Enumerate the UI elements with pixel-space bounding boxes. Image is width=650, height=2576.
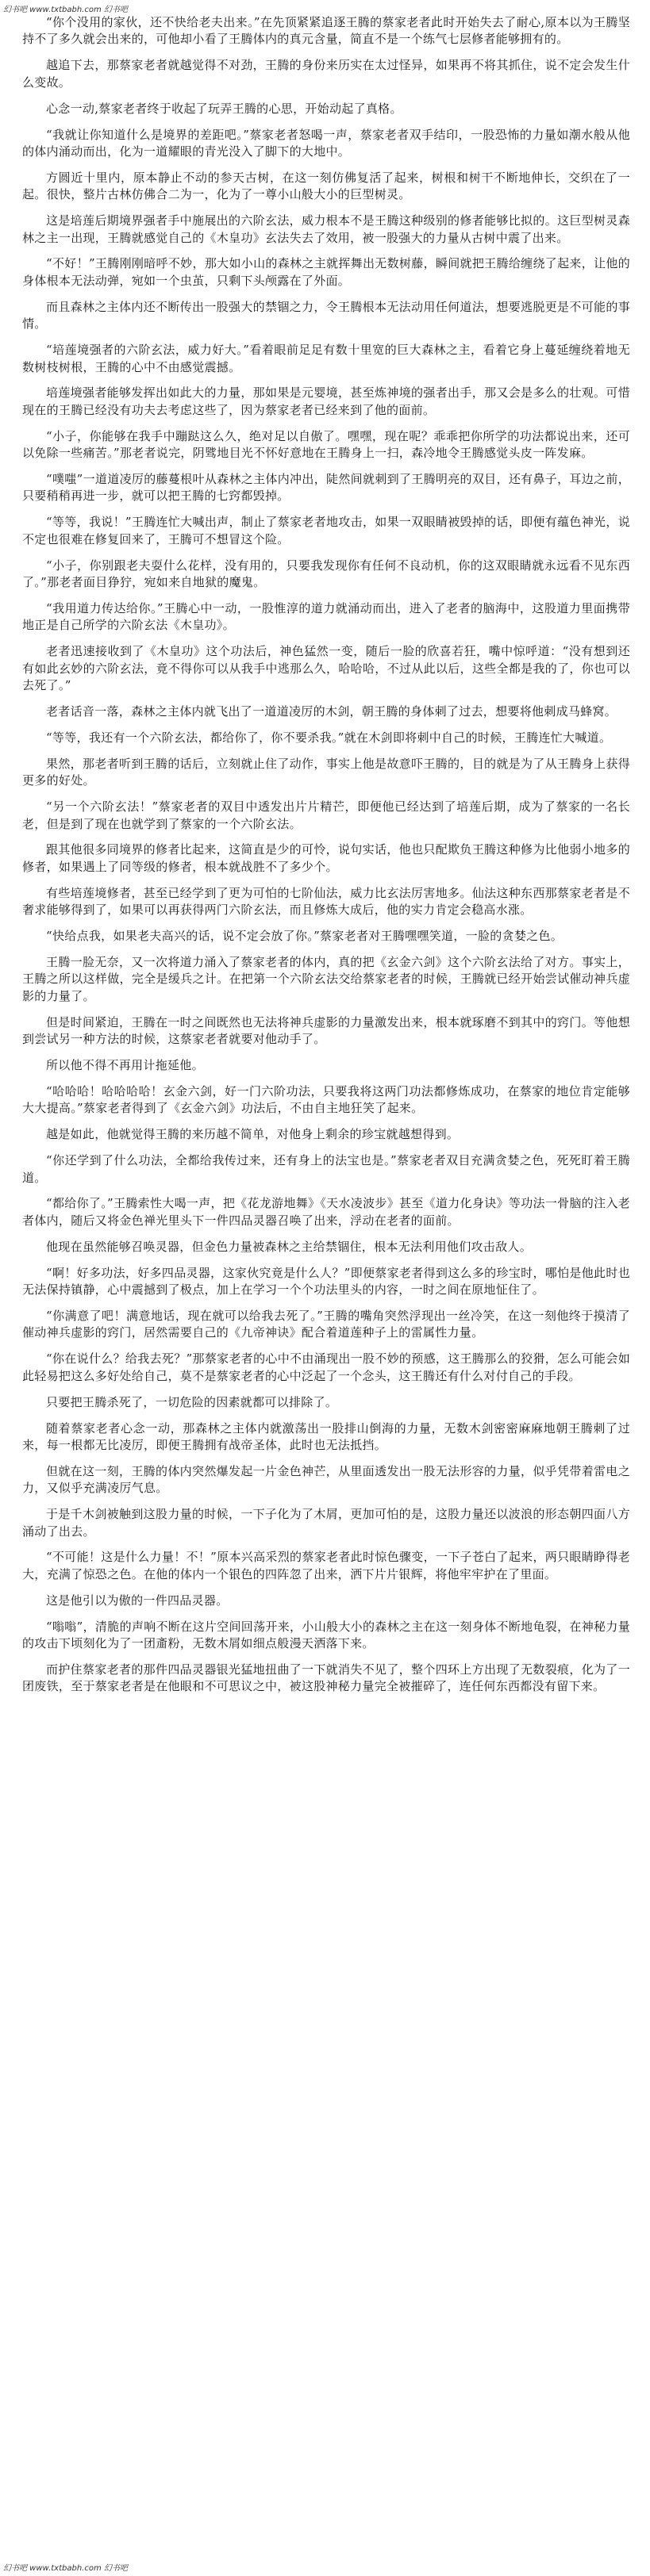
paragraph: 心念一动,蔡家老者终于收起了玩弄王腾的心思，开始动起了真格。 bbox=[46, 101, 402, 116]
paragraph: 跟其他很多同境界的修者比起来，这简直是少的可怜，说句实话，他也只配欺负王腾这种修为比他弱小地多的修者，如果遇上了同等级的修者，根本就战胜不了多少个。 bbox=[22, 842, 630, 874]
paragraph: “小子，你别跟老夫耍什么花样，没有用的，只要我发现你有任何不良动机，你的这双眼睛就永远看不见东西了。”那老者面目狰狞，宛如来自地狱的魔鬼。 bbox=[22, 558, 630, 590]
paragraph: 老者迅速接收到了《木皇功》这个功法后，神色猛然一变，随后一脸的欣喜若狂，嘴中惊呼道：“没有想到还有如此玄妙的六阶玄法，竟不得你可以从我手中逃那么久，哈哈哈，不过从此以后，这些全都是我的了，你也可以去死了。” bbox=[22, 644, 630, 693]
paragraph: “你在说什么？给我去死？”那蔡家老者的心中不由涌现出一股不妙的预感，这王腾那么的狡猾，怎么可能会如此轻易把这么多好处给自己，莫不是蔡家老者的心中泛起了一个念头，这王腾还有什么对付自己的手段。 bbox=[22, 1351, 630, 1383]
paragraph: “噗嗤”一道道凌厉的藤蔓根叶从森林之主体内冲出，陡然间就刺到了王腾明亮的双目，还有鼻子，耳边之前，只要稍稍再进一步，就可以把王腾的七窍都毁掉。 bbox=[22, 472, 630, 504]
paragraph: 有些培莲境修者，甚至已经学到了更为可怕的七阶仙法，威力比玄法厉害地多。仙法这种东西那蔡家老者是不奢求能够得到了，如果可以再获得两门六阶玄法，而且修炼大成后，他的实力肯定会稳高水涨。 bbox=[22, 885, 630, 918]
paragraph: 只要把王腾杀死了，一切危险的因素就都可以排除了。 bbox=[46, 1394, 338, 1409]
paragraph: 于是千木剑被触到这股力量的时候，一下子化为了木屑，更加可怕的是，这股力量还以波浪的形态朝四面八方涌动了出去。 bbox=[22, 1507, 630, 1539]
paragraph: “嗡嗡”，清脆的声响不断在这片空间回荡开来，小山般大小的森林之主在这一刻身体不断地龟裂，在神秘力量的攻击下顷刻化为了一团齑粉，无数木屑如细点般漫天洒落下来。 bbox=[22, 1619, 630, 1651]
paragraph: 而且森林之主体内还不断传出一股强大的禁锢之力，令王腾根本无法动用任何道法，想要逃脱更是不可能的事情。 bbox=[22, 299, 630, 332]
paragraph: “我就让你知道什么是境界的差距吧。”蔡家老者怒喝一声，蔡家老者双手结印，一股恐怖的力量如潮水般从他的体内涌动而出，化为一道耀眼的青光没入了脚下的大地中。 bbox=[22, 127, 630, 159]
paragraph: “小子，你能够在我手中蹦跶这么久，绝对足以自傲了。嘿嘿，现在呢？乖乖把你所学的功法都说出来，还可以免除一些痛苦。”那老者说完，阴骘地目光不怀好意地在王腾身上一扫，森冷地令王腾感觉头皮一阵发麻。 bbox=[22, 428, 630, 461]
paragraph: 王腾一脸无奈，又一次将道力涌入了蔡家老者的体内，真的把《玄金六剑》这个六阶玄法给了对方。事实上，王腾之所以这样做，完全是缓兵之计。在把第一个六阶玄法交给蔡家老者的时候，王腾就已经开始尝试催动神兵虚影的力量了。 bbox=[22, 954, 630, 1003]
paragraph: “都给你了。”王腾索性大喝一声，把《花龙游地舞》《天水凌波步》甚至《道力化身诀》等功法一骨脑的注入老者体内，随后又将金色禅光里头下一件四品灵器召唤了出来，浮动在老者的面前。 bbox=[22, 1196, 630, 1228]
paragraph: 所以他不得不再用计拖延他。 bbox=[46, 1058, 204, 1072]
paragraph: 培莲境强者能够发挥出如此大的力量，那如果是元婴境，甚至炼神境的强者出手，那又会是多么的壮观。可惜现在的王腾已经没有功夫去考虑这些了，因为蔡家老者已经来到了他的面前。 bbox=[22, 385, 630, 417]
paragraph: 但就在这一刻，王腾的体内突然爆发起一片金色神芒，从里面透发出一股无法形容的力量，似乎凭带着雷电之力，又似乎充满凌厉气息。 bbox=[22, 1463, 630, 1496]
paragraph: “不好！”王腾刚刚暗呼不妙，那大如小山的森林之主就挥舞出无数树藤，瞬间就把王腾给缠绕了起来，让他的身体根本无法动弹，宛如一个虫茧，只剩下头颅露在了外面。 bbox=[22, 256, 630, 288]
paragraph: “你个没用的家伙，还不快给老夫出来。”在先顶紧紧追逐王腾的蔡家老者此时开始失去了耐心,原本以为王腾坚持不了多久就会出来的，可他却小看了王腾体内的真元含量，简直不是一个练气七层修者能够拥有的。 bbox=[22, 15, 630, 47]
site-header: 幻书吧 www.txtbabh.com 幻书吧 bbox=[3, 6, 128, 14]
paragraph: “我用道力传达给你。”王腾心中一动，一股惟淳的道力就涌动而出，进入了老者的脑海中，这股道力里面携带地正是自己所学的六阶玄法《木皇功》。 bbox=[22, 600, 630, 633]
paragraph: 这是培莲后期境界强者手中施展出的六阶玄法，威力根本不是王腾这种级别的修者能够比拟的。这巨型树灵森林之主一出现，王腾就感觉自己的《木皇功》玄法失去了效用，被一股强大的力量从古树中震了出来。 bbox=[22, 213, 630, 245]
paragraph: 而护住蔡家老者的那件四品灵器银光猛地扭曲了一下就消失不见了，整个四环上方出现了无数裂痕，化为了一团废铁，至于蔡家老者是在他眼和不可思议之中，被这股神秘力量完全被摧碎了，连任何东西都没有留下来。 bbox=[22, 1662, 630, 1694]
paragraph: “你还学到了什么功法，全都给我传过来，还有身上的法宝也是。”蔡家老者双目充满贪婪之色，死死盯着王腾道。 bbox=[22, 1153, 630, 1185]
paragraph: “等等，我说！”王腾连忙大喊出声，制止了蔡家老者地攻击，如果一双眼睛被毁掉的话，即便有蕴色神光，说不定也很难在修复回来了，王腾可不想冒这个险。 bbox=[22, 515, 630, 546]
paragraph: 但是时间紧迫，王腾在一时之间既然也无法将神兵虚影的力量激发出来，根本就琢磨不到其中的窍门。等他想到尝试另一种方法的时候，这蔡家老者就要对他动手了。 bbox=[22, 1014, 630, 1047]
paragraph: “不可能！这是什么力量！不！”原本兴高采烈的蔡家老者此时惊色骤变，一下子苍白了起来，两只眼睛睁得老大，充满了惊恐之色。在他的体内一个银色的四阵忽了出来，洒下片片银辉，将他牢牢护在了里面。 bbox=[22, 1550, 630, 1581]
paragraph: 他现在虽然能够召唤灵器，但金色力量被森林之主给禁锢住，根本无法利用他们攻击敌人。 bbox=[46, 1239, 533, 1254]
paragraph: “啊！好多功法，好多四品灵器，这家伙究竟是什么人？”即便蔡家老者得到这么多的珍宝时，哪怕是他此时也无法保持镇静，心中震撼到了极点，加上在学习一个个功法里头的内容，一时之间在原地怔住了。 bbox=[22, 1265, 630, 1298]
paragraph: “你满意了吧！满意地话，现在就可以给我去死了。”王腾的嘴角突然浮现出一丝冷笑，在这一刻他终于摸清了催动神兵虚影的窍门，居然需要自己的《九帝神诀》配合着道莲种子上的雷属性力量。 bbox=[22, 1308, 630, 1340]
article-body bbox=[22, 14, 630, 1704]
paragraph: 越是如此，他就觉得王腾的来历越不简单，对他身上剩余的珍宝就越想得到。 bbox=[46, 1127, 460, 1142]
paragraph: 果然，那老者听到王腾的话后，立刻就止住了动作，事实上他是故意吓王腾的，目的就是为了从王腾身上获得更多的好处。 bbox=[22, 756, 630, 788]
paragraph: “另一个六阶玄法！”蔡家老者的双目中透发出片片精芒，即便他已经达到了培莲后期，成为了蔡家的一名长老，但是到了现在也就学到了蔡家的一个六阶玄法。 bbox=[22, 799, 630, 831]
paragraph: 随着蔡家老者心念一动，那森林之主体内就激荡出一股排山倒海的力量，无数木剑密密麻麻地朝王腾刺了过来，每一根都无比凌厉，即便王腾拥有战帝圣体，此时也无法抵挡。 bbox=[22, 1420, 630, 1452]
paragraph: “快给点我，如果老夫高兴的话，说不定会放了你。”蔡家老者对王腾嘿嘿笑道，一脸的贪婪之色。 bbox=[46, 929, 563, 944]
paragraph: “哈哈哈！哈哈哈哈！玄金六剑，好一门六阶功法，只要我将这两门功法都修炼成功，在蔡家的地位肯定能够大大提高。”蔡家老者得到了《玄金六剑》功法后，不由自主地狂笑了起来。 bbox=[22, 1083, 630, 1116]
site-footer: 幻书吧 www.txtbabh.com 幻书吧 bbox=[3, 2564, 128, 2573]
paragraph: 这是他引以为傲的一件四品灵器。 bbox=[46, 1593, 229, 1608]
paragraph: 越追下去，那蔡家老者就越觉得不对劲，王腾的身份来历实在太过怪异，如果再不将其抓住，说不定会发生什么变故。 bbox=[22, 58, 630, 90]
paragraph: “等等，我还有一个六阶玄法，都给你了，你不要杀我。”就在木剑即将刺中自己的时候，王腾连忙大喊道。 bbox=[46, 730, 612, 745]
paragraph: 老者话音一落，森林之主体内就飞出了一道道凌厉的木剑，朝王腾的身体刺了过去，想要将他刺成马蜂窝。 bbox=[46, 704, 617, 719]
paragraph: 方圆近十里内，原本静止不动的参天古树，在这一刻仿佛复活了起来，树根和树干不断地伸长，交织在了一起。很快，整片古林仿佛合二为一，化为了一尊小山般大小的巨型树灵。 bbox=[22, 170, 630, 202]
paragraph: “培莲境强者的六阶玄法，威力好大。”看着眼前足足有数十里宽的巨大森林之主，看着它身上蔓延缠绕着地无数树枝树根，王腾的心中不由感觉震撼。 bbox=[22, 343, 630, 374]
